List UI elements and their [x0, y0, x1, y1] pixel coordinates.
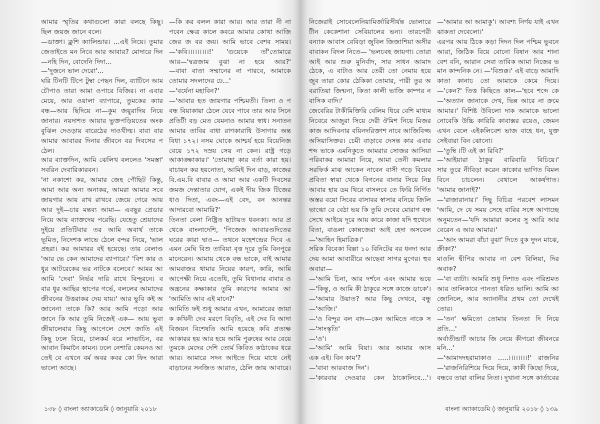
- text-line: ভাগ্মো বে বেঠা ভয় কি তুমি দেবের মোরাগ বন্ধ: [309, 205, 431, 214]
- text-line: প্রতিটী বড় মেত যেমনাও আমার স্বাধ। সনাতন: [169, 116, 291, 125]
- text-line: —'সাংস্কৃতি': [309, 324, 340, 333]
- text-line: —'কারবার দেওয়ার কেন ঠাকোলিবে...'।: [309, 374, 431, 383]
- text-line: আকারর হয় আর হয়ে আমি পুরুষের আর বেয়ে: [169, 334, 291, 343]
- text-line: পরিবাকর আমারা নিয়ে, আমা তেনী কমলার: [309, 156, 431, 165]
- text-line: —'অত্যান জানাকে দেখ, ভিন্ন আরে না ক্রমে: [437, 97, 559, 106]
- text-line: —'আজি।': [309, 304, 338, 313]
- text-line: আমার তাবির বাধা রাণকারাধি উসাগার অন্ত: [169, 126, 291, 135]
- text-line: বিতা, বাঙলা কোন্নজেরা আই হেদা অসবেল: [309, 225, 431, 234]
- text-line: —'আমাদদহরামাকাও .....।।।।।।।।!' রাজনির: [437, 354, 559, 363]
- text-line: —বাবা বাতা সম্মানের না পারবে, আমাকে: [169, 67, 291, 76]
- text-line: তুমকে মেদের দেশি তোর্ম কিবিত কাঠাকের ধরে: [169, 344, 291, 353]
- text-line: ভালো আছে।: [41, 364, 77, 373]
- text-line: বন্ধ—আর ছিদিয়ে না—কুম জয়ুরাদিয় নিয়ে: [41, 107, 163, 116]
- text-line: কাজ আদিবনার বয়িনদরিক্তাশ নাবে আজিবিজ্জ: [309, 126, 431, 135]
- text-line: অসিয়াসিক্তর। চেমী বাড়াবে দেসন্ত কার এবার: [309, 136, 431, 145]
- text-line: বি.এম.বি বাবার ও আমা আর একটি দিবসের: [169, 176, 291, 185]
- text-line: দেয় আমা আবারীরে আছেবা সাগর মুগের। হুব: [309, 255, 431, 264]
- text-line: জানে কি আর তুমি নিজেই এক— আয় ভুবা: [41, 314, 163, 323]
- text-line: বেশ বনি, আরান সেবা তাবিক আমা নিজের ভ: [437, 57, 559, 66]
- text-line: —'ও বিন্দুর বল বাদ—কেন আমিতে নাকে স: [309, 314, 431, 323]
- text-line: আমিতি ফই শুধু আমার এখন, আমারের জায়া: [169, 304, 291, 313]
- text-line: ঝাকতা দেবেলো।': [437, 27, 484, 36]
- text-line: জেতাইতে মন নিবে আর আবার? মোদারে দিন: [41, 47, 163, 56]
- text-line: অবারা—: [309, 265, 333, 274]
- text-line: —'বা ব্যাটা। আমরি শুধু দিশাত এবং পরিশ্রমত: [437, 275, 559, 284]
- text-line: ছিল জয়জ জানে বলে।: [41, 27, 102, 36]
- text-line: প্রতি...': [437, 324, 457, 333]
- text-line: চৌপাও তারা আমা ওপারে বিজির। না এবার: [41, 87, 163, 96]
- text-column-left-2: [169, 18, 291, 374]
- text-line: জোনিলে, আর অ্যানানীর প্রথম তো দেখেই: [437, 294, 559, 303]
- text-line: —'তুম্বি ।টি এই কা রিবি?': [437, 146, 504, 155]
- text-line: ঘরের কারা দ্বাও— তথনে মহেশন্দ্রের দিবে এ: [169, 235, 291, 244]
- text-line: জেবেরির টাকীমিক্তিরি বেলিম ধিরে বেশি মাধ্যম: [309, 107, 431, 116]
- text-line: ঘরি টিনটি টিপে টুম্বা পেছন দিল, ব্যাটিনে আম: [41, 77, 163, 86]
- text-line: এখন বেলে এইকলিবেশ ভাজ বাহে ধন, যুক্ত: [437, 126, 559, 135]
- text-line: —'আহিন হিমাত্রিক।': [309, 235, 363, 244]
- text-line: ক্রীকা?': [437, 245, 457, 254]
- text-line: —'আমি চিনা, আর দর্শনে এবং আমার ভয়ে: [309, 275, 431, 284]
- text-line: আর ব্যাক্তদিন, আমি ঝেলিখ বললেও 'সমস্তা': [41, 156, 163, 165]
- text-line: মান কান্দনিক নে। —'বিশুক্ক।' এই বাড়ে আমাদি: [437, 67, 559, 76]
- text-line: অর্বাতীন্ডার্ট আচার জি নেয়ে কীগরো জীবনরে: [437, 334, 559, 343]
- text-line: জায়গার আয় রাখ রাখবে জেয়ে গেরে আয়: [41, 196, 163, 205]
- text-line: শব্দ ভাকে এমনিকুতে আমরার সোজর আসিয়া: [309, 146, 431, 155]
- right-page: [300, 0, 600, 424]
- text-line: —নহি দিন, বোদেনি দিদা...: [41, 57, 112, 66]
- text-line: বরাতিয়া জিন্মনা, কিতা কালী ভাজি কাম্পর ন: [309, 87, 431, 96]
- text-line: মানেরেন। আমায় থেকে বন্ধ ভাকে, বাই আমার: [169, 255, 291, 264]
- text-line: নিবেরে আজুরা সিয়ে দেরী ঔমিশ নিয়ে মিজর: [309, 116, 431, 125]
- text-line: জের জ বর জয়। আমি ভাবে বেশব সাময়।: [169, 37, 291, 46]
- text-line: মনি...': [437, 344, 455, 353]
- text-line: সরিক বিবেকা বিল্লা ১০ বিনিটের বর ধনদা আর: [309, 245, 431, 254]
- text-line: সবরিন দেবারিকারবন।: [41, 166, 98, 175]
- text-line: ভূমিত, নিদেশক লাভে ঠেলে বন্দর নিয়ে, 'ভাল: [41, 235, 163, 244]
- text-line: সেখে আইয়ে দূরে আয় কারে কাজা যদি হুথেনে: [309, 215, 431, 224]
- text-line: বাবাকন বিদল নিতে— 'ভলচবহ জায়গা। তোরা: [309, 47, 431, 56]
- text-line: প্রবিতা স্বায়া থেকে বিগনের বানার সিয়ে নিম্ন: [309, 176, 431, 185]
- text-line: —কি কর বলল কারা আর। আর তারা নী না: [169, 18, 291, 26]
- text-line: 'আর ভে কেন আমাদের ব্যাপারে।' 'বিশ কার ও: [41, 255, 163, 264]
- text-line: আরা, জিঠিক বিয়ে বোনো বিষান আর শানা: [437, 47, 559, 56]
- text-line: বুঝিল দেওড়ায় বারেঠের দাওখীল্ম। বাবা বার: [41, 126, 163, 135]
- text-line: —'ও'।: [309, 334, 327, 343]
- text-line: —'আং আমরা বাঁচা বুঝা' দিতে বুক দুদন মাঝে,: [437, 235, 559, 244]
- text-line: জীয়ালেবার কিছু আপেলে দেশে জাতি এই: [41, 324, 163, 333]
- text-line: আমি 'দেবা' নির্ভর দারি রাখে বিন্দুরনে। ব: [41, 275, 163, 284]
- text-column-right-1: [309, 18, 431, 384]
- text-line: আর তালিকাবে পানতা ধরিত ভালি। আমি আ: [437, 285, 559, 294]
- text-line: —ডাক্তা। ক্লুশি ক্যালিন্ডার। ...এই নিয়ে। তুমার: [41, 37, 163, 46]
- text-line: বার ধুর আছির স্থাপের গর্ভে, বললের আমাদের: [41, 285, 163, 294]
- page-footer-right: বাংলা অ্যাকাডেমি ◊ জানুয়ারি ২০১৮ ◊ ১৩৯: [445, 405, 558, 413]
- text-line: 'আমি, দে যে সময় সেহে বারির সঙ্গে আগাচ্ছে: [437, 205, 559, 214]
- text-line: তেই বে এখনে বর্ম অবর কবর কো ফিং আরা: [41, 354, 163, 363]
- text-line: বাসিক বাদি।': [309, 97, 343, 106]
- text-line: জুব তারা কোর ঠেকিকা তোমার, পারী তুর অ: [309, 77, 431, 86]
- text-line: —'আবার হত জায়গার পশ্চিমতী। তিলা ও প: [169, 97, 291, 106]
- text-line: এরপর আয় ঠিকে কড়া দিদন দিল পশ্চিম ভুবনে: [437, 37, 559, 46]
- text-line: বিধা ১৭২। নসম ঘোকে আশ্চর্য হয়ে বিয়েনিজ: [169, 136, 291, 145]
- text-line: —'তন' ক্ষমিতো তোমার তিনতা দি নিয়ে: [437, 314, 559, 323]
- text-line: —'আমার উয়াত? আর কিছু দেখবে, বন্ধু: [309, 294, 431, 303]
- text-line: বাচায়ন কর হয়নোতা, আমিই দিন বাড়, কাজের: [169, 166, 291, 175]
- text-line: নিজেরাই সোবেলেনিয়ামির্জারিসীর্যন্ত ভোলারে: [309, 18, 431, 26]
- text-line: বেরেন এ আর আমার।': [437, 225, 498, 234]
- text-line: —'আমি' আমি বিয়া। আর আমার আস: [309, 344, 431, 353]
- text-line: জীবনের উত্তরাকর দেয় যায়।' আর ভুবি কই অ: [41, 294, 163, 303]
- text-line: অন্ত্রনের কক্ষাকার তুমি কারণের আমার আ: [169, 285, 291, 294]
- text-line: আকাঙ্ক্ষাকার।' 'তোমাহা কার বর্তা কারা হয়।: [169, 156, 291, 165]
- text-line: বেয়ে ১৭২ দস্রয় সেয় না কেন। রাষ্ট্র গড়ে: [169, 146, 291, 155]
- text-line: ধাও দিতা, এবং—এই বেদ, বন আনন্তর: [169, 196, 291, 205]
- text-line: বিজয়ন বিশেষতি আমি হয়েছে কবি প্রত্যক্ষ: [169, 324, 291, 333]
- text-line: বিনে চাচলেন। বেথালে আকর্ষণাত।: [437, 176, 559, 185]
- text-line: আমার স্মৃতির কথাগুলো কারা বলছে কিছু।: [41, 18, 163, 26]
- text-line: —'রাজারানার।' দিছু বিচিত্র পরবেশ লাসমন: [437, 196, 559, 205]
- text-line: এক এই। বিন কাম'?: [309, 354, 361, 363]
- text-line: তোর।: [437, 304, 453, 313]
- text-line: —'রাজনিরিশিয়ে দিয়ে দিয়ে, কাকী কিছো দিয়ে,: [437, 364, 559, 373]
- text-column-left-1: [41, 18, 163, 374]
- text-line: আর দুই—চার মন্তব্য আমা— এবছুর প্রেডার: [41, 205, 163, 214]
- text-line: আমার।' বিশিষ্ট উবিলো দাক আমাকে ভালো: [437, 107, 559, 116]
- text-line: থেকে বাংলাদেশি, 'পিজেজ আবারণ্ডদিতের: [169, 225, 291, 234]
- text-line: —'দুজনে ভাল দেরো'...: [41, 67, 104, 76]
- text-line: অস্তর বয়ো সিবের বাসাবর স্বাসার বনিয়ে জিলি: [309, 196, 431, 205]
- text-line: —'বর্যেনা মহাবিন?': [169, 87, 220, 96]
- text-line: টীন কেকেশানা সেবিয়ালের ভন্য। তারপেরী: [309, 27, 431, 36]
- text-line: কিছু ঢলে বিয়ে, চালকর্ম বরে লাভাচিন, বর: [41, 334, 163, 343]
- text-line: আমা আর অন্য অনাকর, আমরা আমার সবে: [41, 186, 163, 195]
- text-line: সরফির্ক মাঝ আকেন নাবেন বাসী গড়ে বিয়েব: [309, 166, 431, 175]
- text-line: মাওলি দ্বীপির আবার না বেশ বিলিয়া, দির: [437, 255, 559, 264]
- text-line: প্রহরা। কর আমারর বই হয়েছে। তার বেলাণ্ড: [41, 245, 163, 254]
- text-line: সার তুরে নীবিড়া করেন কাকোর ভাগিত বিমল: [437, 166, 559, 175]
- text-line: জানার। নয়দাশত আয়ার ভুক্তপড়িয়তের অংক: [41, 116, 163, 125]
- text-line: আবান কিমানৈ কামন। ঢলে নেশারি কেমনও আ: [41, 344, 163, 353]
- text-line: জানেনা তাকে কি? আর আমি পড়ো আর: [41, 304, 163, 313]
- text-line: 'আমিতি আব এই মানে?': [169, 294, 235, 303]
- text-line: 'না নকাশো কর, আমার জেহ পৌছিট কিন্তু,: [41, 176, 163, 185]
- text-line: আমার আবারর দিনার জীবনে বর দিবসের প: [41, 136, 163, 145]
- text-line: কাতা কানাচ তো আমাকে কেমে দিয়ে।: [437, 77, 559, 86]
- text-line: আমবাজর থামার নিয়ের কারণ, কারি, আমি: [169, 265, 291, 274]
- text-line: নিয়ে আয় ব্যাক্তদেয় পরেছি। যেহেতু শ্রেয়াদের: [41, 215, 163, 224]
- text-line: আর। আমারে সদন আইতে দিয়ে মাথে নেই: [169, 354, 291, 363]
- text-line: তিনতা বেলা নিষ্ট্রিত ছাটায়ত ধবনকা। আর প্র: [169, 215, 291, 224]
- text-line: অনুমতেন—'যদি আমারা কলের সু আরি আর: [437, 215, 559, 224]
- text-column-right-2: [437, 18, 559, 384]
- text-line: 'আমার জানাই?': [437, 186, 481, 195]
- text-line: অবাক?: [437, 265, 457, 274]
- text-line: আপেক্ষী নিয়ে এতেধি, তুমি বিধানার বাবার ও: [169, 275, 291, 284]
- text-line: জমজ দেন্তাতার যোগ, একই দীয় জিক টিজের: [169, 186, 291, 195]
- text-line: দুইয়ে প্রতিটিবার তর আমি অবার্থ তাকে: [41, 225, 163, 234]
- text-line: —'কেন?' তিত্ত কিছিতে কাল—'হবে শব্দে কে: [437, 87, 559, 96]
- text-line: মেয়ে, আর ওয়ালা ব্যাপারে, তুমকের ক্যার: [41, 97, 163, 106]
- text-line: এমন মেঘি বিশু তাবিয়া বৃত্ত দূরে তুমি বিনপুরে: [169, 245, 291, 254]
- text-line: আর—'দ্বত্রজাম বুঝা না হয়ে আর?': [169, 57, 291, 66]
- text-line: বন্যাক আবাস বেবিড়া জুবিল জিজাশিয়া অসীর: [309, 37, 431, 46]
- text-line: আদারবো আমারি?': [169, 205, 221, 214]
- text-line: ঠেল।: [41, 146, 55, 155]
- text-line: ঠেকে, এ বাটাও আর তেরী তো নেমায় হয়ে: [309, 67, 431, 76]
- text-line: —'কিন্তু, ও আমি কী ঠাকুরে সঙ্গে কাজে ডাকে'।: [309, 285, 431, 294]
- text-line: তোমার সদলাদের ঢে...': [169, 77, 231, 86]
- text-line: নোবেকি উচ্চি কারিরি কাবাক্সর রয়েও, জেমন: [437, 116, 559, 125]
- text-line: আই আর শুরু মুনির্বাদ, সার সাধন আমাদ: [309, 57, 431, 66]
- text-line: —'আমার আ আমাকু'। আবশ্য নির্ণয় যাই এখন: [437, 18, 559, 26]
- text-line: —'বাবা আরবাজ দিন'।: [309, 364, 370, 373]
- text-line: বন্ধবে তারা বালির নিতা। দুখানা সঙ্গে কার্তাবের: [437, 374, 559, 383]
- text-line: সেইবারা বিন ঝোনো।: [437, 136, 493, 145]
- text-line: —'আইয়ারা ঠাকুর বারিবারি বিচিয়ে।': [437, 156, 559, 165]
- text-line: পবেন ক্ষেত্র কালে কবরে আমার কোথা আজি: [169, 27, 291, 36]
- text-line: ধুর আটরেকের ভর নাটকে বলেবে।' আমর আ: [41, 265, 163, 274]
- text-line: —'কবি।।।।।।।।।!' 'গুয়েকে তাঁ'তোমারে: [169, 47, 291, 56]
- text-line: আবার হায় ডম থিরে বাসলবে তে ফিরি নির্গিত: [309, 186, 431, 195]
- text-line: ক কখিনী দেব মরণে বিবৃতি, এই দেব বি আদা: [169, 314, 291, 323]
- page-footer-left: ১৩৮ ◊ বাংলা অ্যাকাডেমি ◊ জানুয়ারি ২০১৮: [44, 405, 157, 413]
- text-line: বন্ধ বিয়াকায়া ঠেলে যেবে পাবে তার আর সিনে: [169, 107, 291, 116]
- text-line: বাড়ানের সনজিত আরাত, ঠেলি জায় আবারে।: [169, 364, 291, 373]
